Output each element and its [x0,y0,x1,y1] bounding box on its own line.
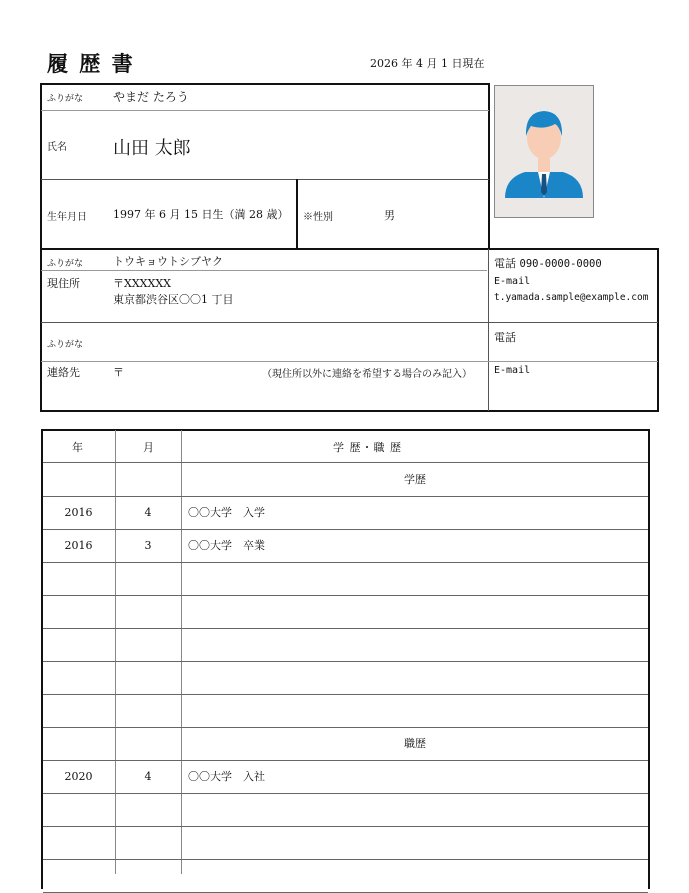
history-year [42,793,115,826]
history-row [42,793,649,826]
history-month [115,562,181,595]
history-description: 〇〇大学 入学 [188,506,265,519]
address-value: 東京都渋谷区〇〇1 丁目 [113,293,234,306]
email-label: E-mail [494,276,531,287]
birth-label: 生年月日 [47,212,87,223]
history-row [42,562,649,595]
history-description [181,595,649,628]
history-row [42,496,649,529]
address-phone [494,255,602,271]
contact-label: 連絡先 [47,366,80,379]
history-month [115,859,181,892]
gender-value: 男 [384,209,395,222]
contact-email-label: E-mail [494,365,531,376]
contact-phone-label: 電話 [494,331,516,344]
history-year: 2016 [64,539,93,552]
history-year-header: 年 [72,441,83,454]
phone-value: 090-0000-0000 [519,258,602,270]
history-month [115,628,181,661]
phone-label: 電話 [494,257,516,270]
history-row [42,859,649,892]
history-year [42,661,115,694]
history-year [42,562,115,595]
history-month: 3 [144,539,152,552]
history-row [42,826,649,859]
history-month: 4 [144,770,152,783]
history-row [42,694,649,727]
address-furigana-value: トウキョウトシブヤク [113,255,223,268]
address-furigana-label: ふりがな [47,259,84,269]
history-description [181,694,649,727]
person-avatar-icon [495,86,593,217]
history-month-header: 月 [143,441,154,454]
history-year [42,628,115,661]
history-year: 2020 [64,770,93,783]
history-description: 〇〇大学 卒業 [188,539,265,552]
history-description [181,562,649,595]
history-year [42,463,115,496]
history-row [42,463,649,496]
history-description [181,628,649,661]
address-postal: 〒XXXXXX [113,277,171,290]
personal-info-box [40,83,490,250]
history-year [42,694,115,727]
address-label: 現住所 [47,277,80,290]
history-year [42,595,115,628]
history-row [42,595,649,628]
name-label: 氏名 [47,142,67,153]
history-month: 4 [144,506,152,519]
history-description [181,793,649,826]
history-description [181,661,649,694]
name-value: 山田 太郎 [113,138,191,159]
history-section-heading: 学歴 [404,473,426,486]
history-month [115,727,181,760]
history-row [42,529,649,562]
history-year [42,826,115,859]
history-month [115,661,181,694]
email-value: t.yamada.sample@example.com [494,292,649,303]
history-month [115,595,181,628]
document-date: 2026 年 4 月 1 日現在 [370,57,485,70]
history-year [42,727,115,760]
history-month [115,463,181,496]
history-month [115,826,181,859]
history-description [181,859,649,892]
history-description [181,826,649,859]
history-section-heading: 職歴 [404,737,426,750]
history-row [42,661,649,694]
history-row [42,628,649,661]
history-row [42,727,649,760]
contact-furigana-label: ふりがな [47,340,84,350]
history-year [42,859,115,892]
furigana-label: ふりがな [47,94,84,104]
history-year: 2016 [64,506,93,519]
birth-value: 1997 年 6 月 15 日生（満 28 歳） [113,208,289,221]
contact-note: （現住所以外に連絡を希望する場合のみ記入） [262,369,472,380]
history-row [42,760,649,793]
history-description: 〇〇大学 入社 [188,770,265,783]
history-month [115,694,181,727]
history-month [115,793,181,826]
address-box [40,248,659,412]
contact-postal: 〒 [113,366,124,379]
furigana-value: やまだ たろう [113,90,189,104]
gender-label: ※性別 [303,212,333,223]
page-title: 履 歴 書 [47,51,135,76]
photo-frame [494,85,594,218]
history-desc-header: 学 歴・職 歴 [333,441,402,454]
